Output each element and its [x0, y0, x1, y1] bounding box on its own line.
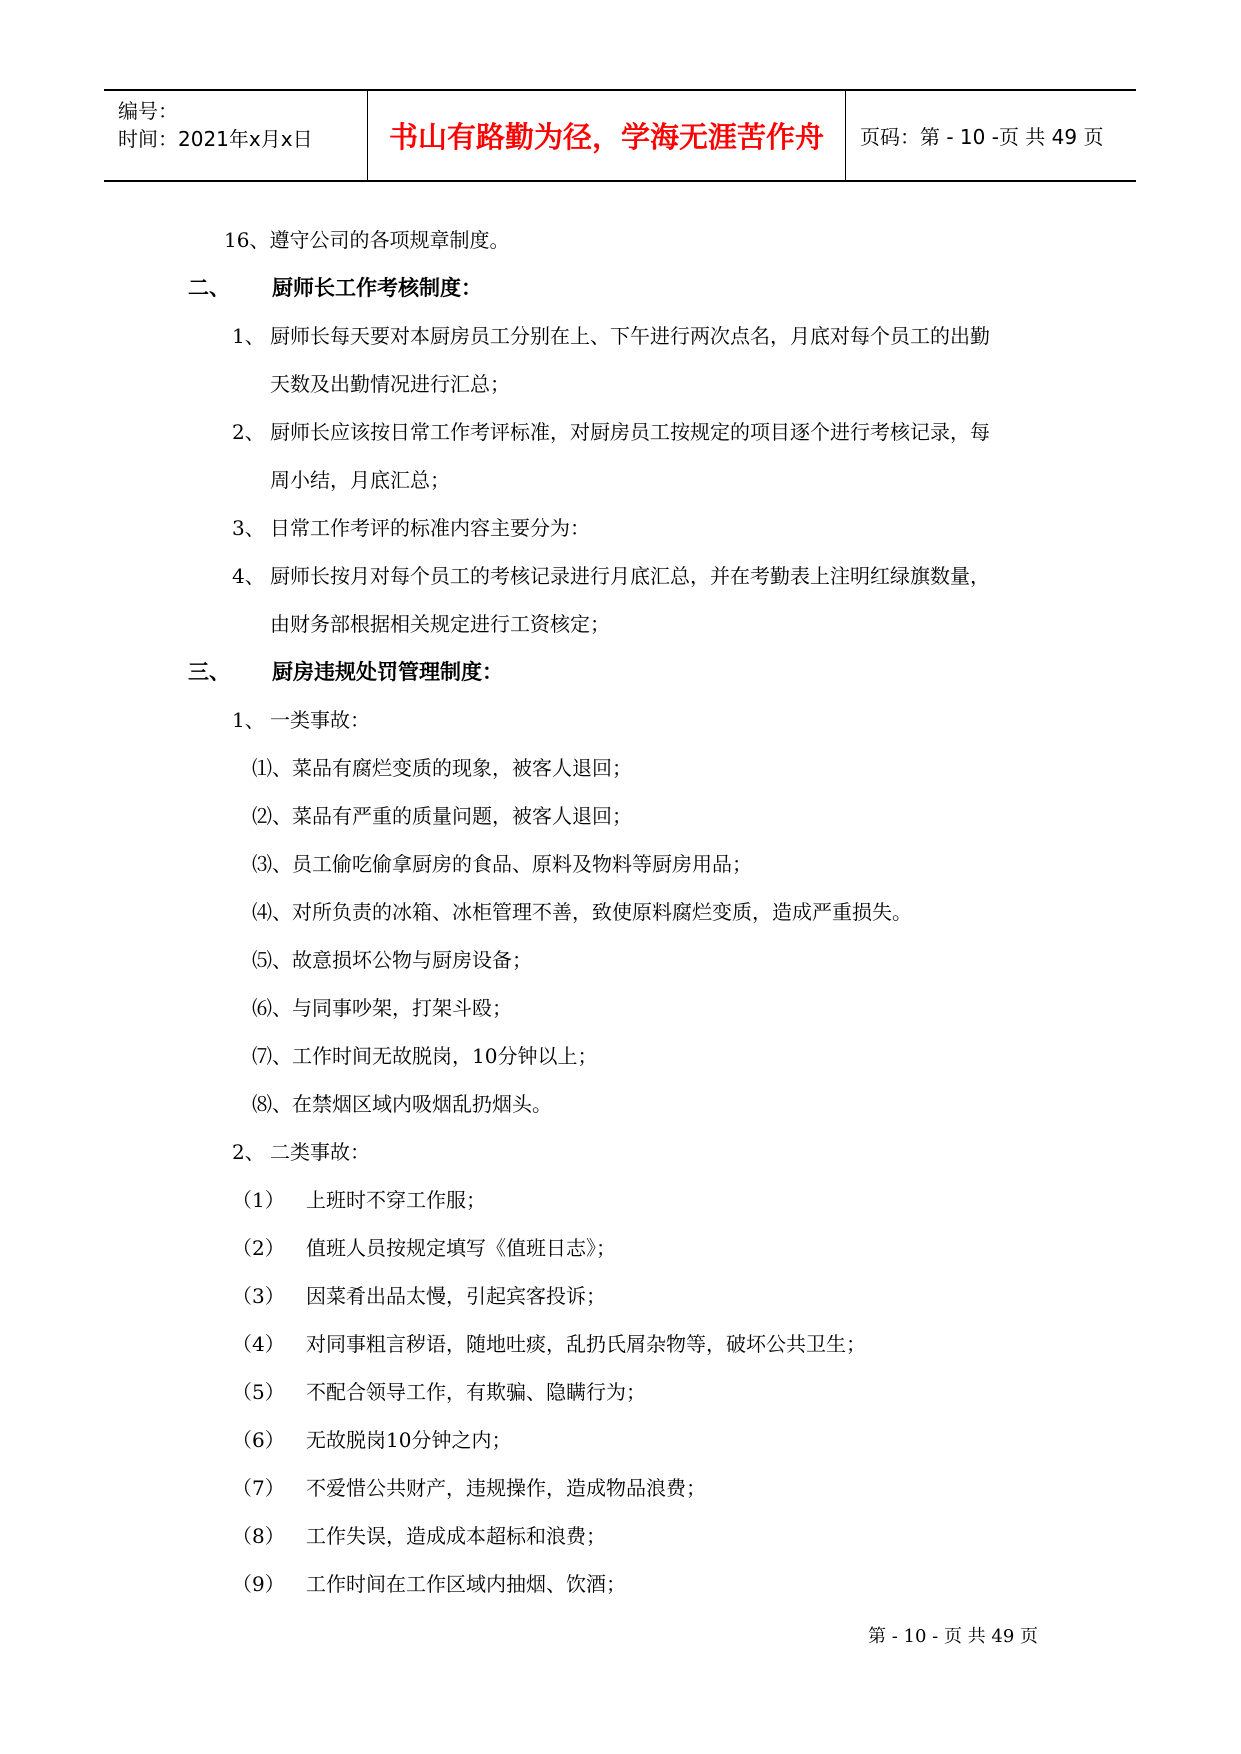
class-1-item: ⑷、对所负责的冰箱、冰柜管理不善，致使原料腐烂变质，造成严重损失。: [252, 900, 912, 924]
class-1-item: ⑶、员工偷吃偷拿厨房的食品、原料及物料等厨房用品；: [252, 852, 752, 876]
class-2-item-number: （8）: [232, 1524, 285, 1548]
code-label: 编号：: [118, 99, 178, 123]
s2-item-1-number: 1、: [232, 324, 265, 348]
s2-item-1-line2: 天数及出勤情况进行汇总；: [270, 372, 510, 396]
s2-item-3-number: 3、: [232, 516, 265, 540]
s2-item-4-line1: 厨师长按月对每个员工的考核记录进行月底汇总，并在考勤表上注明红绿旗数量，: [270, 564, 990, 588]
page-footer: 第 - 10 - 页 共 49 页: [868, 1626, 1039, 1647]
motto-text: 书山有路勤为径，学海无涯苦作舟: [368, 91, 846, 180]
class-2-item-text: 工作失误，造成成本超标和浪费；: [306, 1524, 606, 1548]
s2-item-4-line2: 由财务部根据相关规定进行工资核定；: [270, 612, 610, 636]
class-2-item-text: 对同事粗言秽语，随地吐痰，乱扔氏屑杂物等，破坏公共卫生；: [306, 1332, 866, 1356]
class-2-item-text: 无故脱岗10分钟之内；: [306, 1428, 512, 1452]
class-2-item-text: 上班时不穿工作服；: [306, 1188, 486, 1212]
class-1-item: ⑻、在禁烟区域内吸烟乱扔烟头。: [252, 1092, 552, 1116]
class-2-item-text: 不配合领导工作，有欺骗、隐瞒行为；: [306, 1380, 646, 1404]
class-1-title: 一类事故：: [270, 708, 370, 732]
class-2-item-number: （5）: [232, 1380, 285, 1404]
s2-item-2-line1: 厨师长应该按日常工作考评标准，对厨房员工按规定的项目逐个进行考核记录，每: [270, 420, 990, 444]
s2-item-2-line2: 周小结，月底汇总；: [270, 468, 450, 492]
class-2-item-number: （2）: [232, 1236, 285, 1260]
class-1-number: 1、: [232, 708, 265, 732]
header-left-cell: [104, 91, 368, 180]
time-label: 时间：2021年x月x日: [118, 127, 313, 151]
class-1-item: ⑹、与同事吵架，打架斗殴；: [252, 996, 512, 1020]
class-2-item-number: （3）: [232, 1284, 285, 1308]
class-1-item: ⑵、菜品有严重的质量问题，被客人退回；: [252, 804, 632, 828]
class-2-title: 二类事故：: [270, 1140, 370, 1164]
s2-item-1-line1: 厨师长每天要对本厨房员工分别在上、下午进行两次点名，月底对每个员工的出勤: [270, 324, 990, 348]
class-2-item-number: （7）: [232, 1476, 285, 1500]
class-1-item: ⑸、故意损坏公物与厨房设备；: [252, 948, 532, 972]
class-2-item-text: 因菜肴出品太慢，引起宾客投诉；: [306, 1284, 606, 1308]
section-2-number: 二、: [188, 276, 230, 300]
s2-item-3-line1: 日常工作考评的标准内容主要分为：: [270, 516, 590, 540]
section-2-title: 厨师长工作考核制度：: [272, 276, 482, 300]
class-2-item-text: 不爱惜公共财产，违规操作，造成物品浪费；: [306, 1476, 706, 1500]
class-2-item-number: （4）: [232, 1332, 285, 1356]
page-header: [104, 89, 1136, 182]
class-2-item-number: （6）: [232, 1428, 285, 1452]
s2-item-4-number: 4、: [232, 564, 265, 588]
page-number-label: 页码：第 - 10 -页 共 49 页: [860, 125, 1104, 149]
class-2-item-text: 工作时间在工作区域内抽烟、饮酒；: [306, 1572, 626, 1596]
class-1-item: ⑴、菜品有腐烂变质的现象，被客人退回；: [252, 756, 632, 780]
section-3-title: 厨房违规处罚管理制度：: [272, 660, 503, 684]
item-16: 16、遵守公司的各项规章制度。: [224, 228, 510, 252]
class-2-number: 2、: [232, 1140, 265, 1164]
class-2-item-number: （9）: [232, 1572, 285, 1596]
s2-item-2-number: 2、: [232, 420, 265, 444]
section-3-number: 三、: [188, 660, 230, 684]
class-2-item-text: 值班人员按规定填写《值班日志》；: [306, 1236, 616, 1260]
class-1-item: ⑺、工作时间无故脱岗，10分钟以上；: [252, 1044, 598, 1068]
class-2-item-number: （1）: [232, 1188, 285, 1212]
